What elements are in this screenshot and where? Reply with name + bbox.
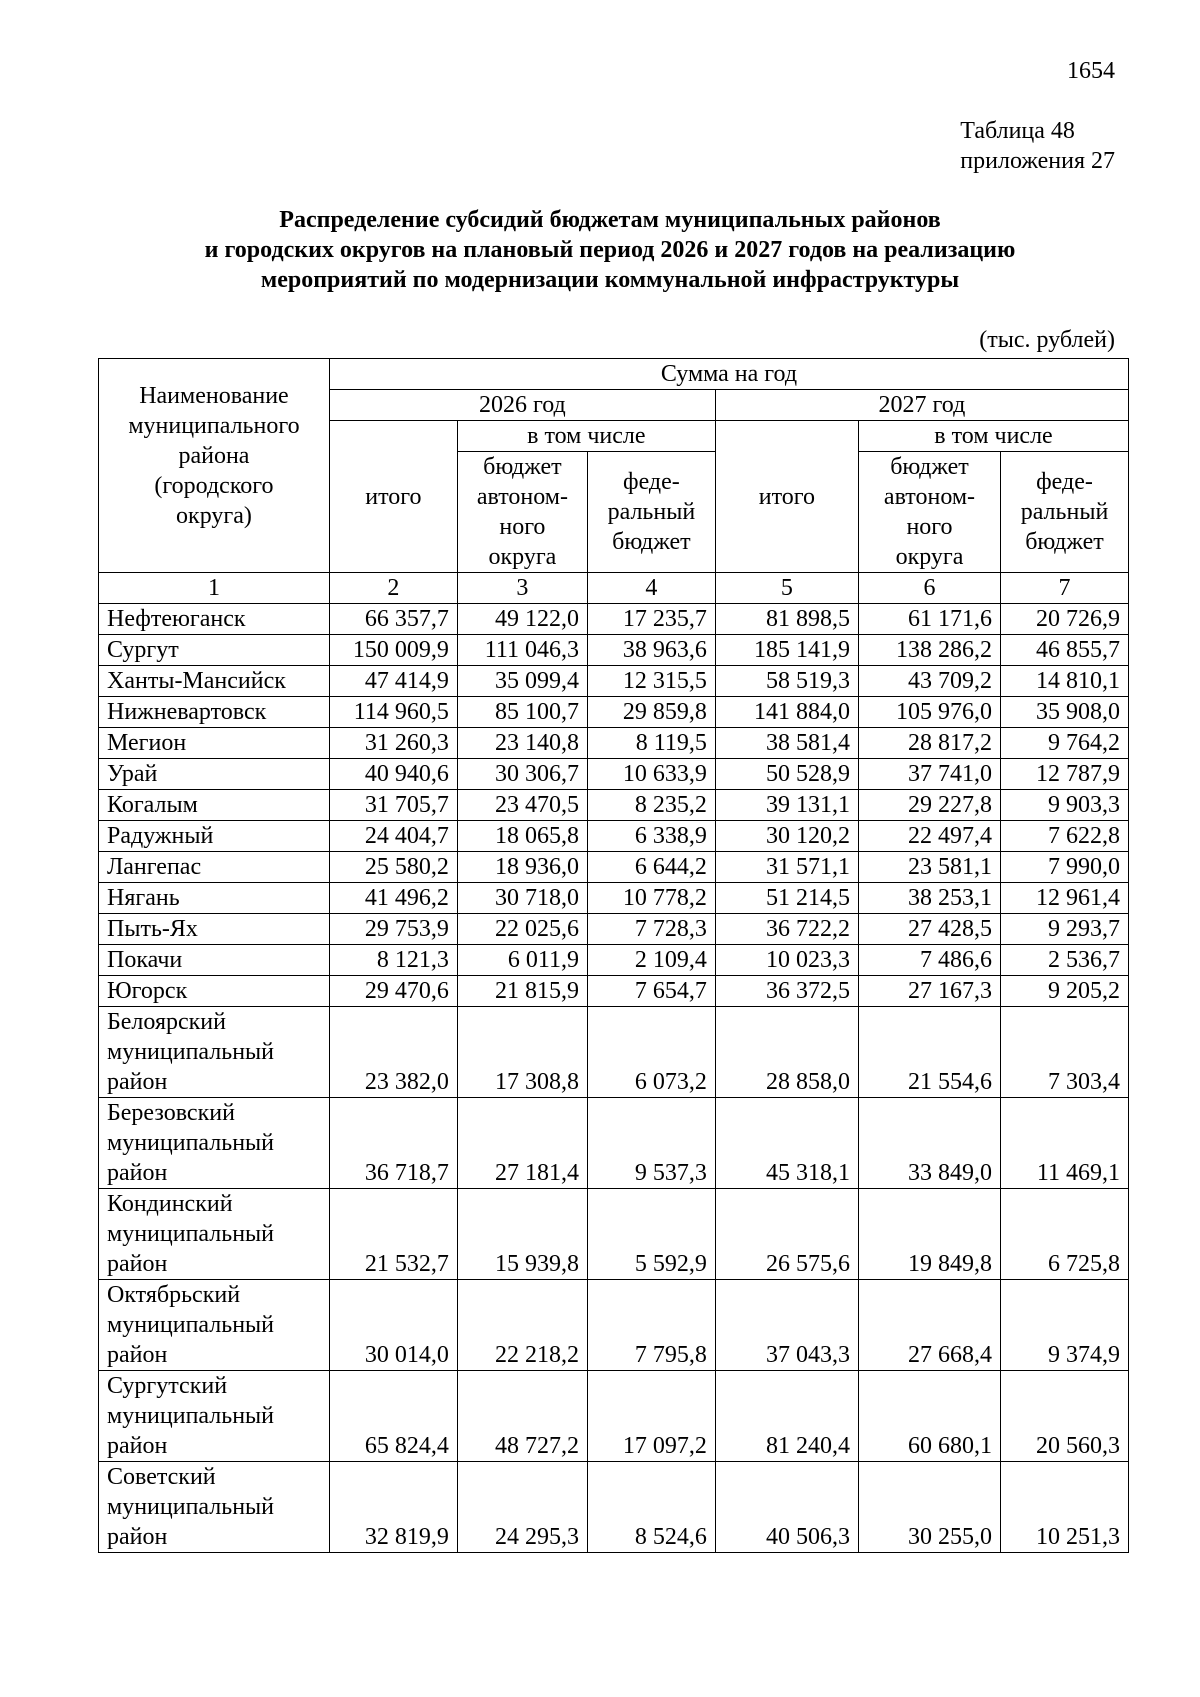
value-cell: 21 815,9 [457,976,587,1007]
table-row [99,914,1129,945]
value-cell: 5 592,9 [587,1189,715,1280]
value-cell: 46 855,7 [1001,635,1129,666]
value-cell: 49 122,0 [457,604,587,635]
table-row [99,883,1129,914]
table-row [99,790,1129,821]
value-cell: 29 227,8 [858,790,1000,821]
value-cell: 40 940,6 [329,759,457,790]
value-cell: 33 849,0 [858,1098,1000,1189]
value-cell: 17 308,8 [457,1007,587,1098]
value-cell: 7 654,7 [587,976,715,1007]
value-cell: 30 306,7 [457,759,587,790]
value-cell: 29 470,6 [329,976,457,1007]
district-name: Белоярский муниципальный район [99,1007,330,1098]
value-cell: 30 718,0 [457,883,587,914]
value-cell: 22 218,2 [457,1280,587,1371]
value-cell: 6 725,8 [1001,1189,1129,1280]
title-line: и городских округов на плановый период 2026 и 2027 годов на реализацию [204,237,1016,263]
value-cell: 30 014,0 [329,1280,457,1371]
value-cell: 38 963,6 [587,635,715,666]
value-cell: 36 722,2 [715,914,858,945]
value-cell: 9 293,7 [1001,914,1129,945]
value-cell: 10 633,9 [587,759,715,790]
value-cell: 185 141,9 [715,635,858,666]
column-number: 6 [858,573,1000,604]
column-number: 1 [99,573,330,604]
value-cell: 12 787,9 [1001,759,1129,790]
value-cell: 20 726,9 [1001,604,1129,635]
value-cell: 66 357,7 [329,604,457,635]
district-name: Советский муниципальный район [99,1462,330,1553]
value-cell: 18 936,0 [457,852,587,883]
value-cell: 27 428,5 [858,914,1000,945]
table-row [99,852,1129,883]
value-cell: 111 046,3 [457,635,587,666]
value-cell: 8 119,5 [587,728,715,759]
table-row [99,1189,1129,1280]
value-cell: 36 718,7 [329,1098,457,1189]
value-cell: 37 043,3 [715,1280,858,1371]
header-federal-budget-2027: феде- ральный бюджет [1001,452,1129,573]
value-cell: 141 884,0 [715,697,858,728]
value-cell: 27 167,3 [858,976,1000,1007]
header-including-2026: в том числе [457,421,715,452]
value-cell: 8 524,6 [587,1462,715,1553]
value-cell: 7 486,6 [858,945,1000,976]
page-number: 1654 [1067,58,1115,84]
district-name: Когалым [99,790,330,821]
header-federal-budget-2026: феде- ральный бюджет [587,452,715,573]
value-cell: 22 497,4 [858,821,1000,852]
column-number-row [99,573,1129,604]
header-year-2026: 2026 год [329,390,715,421]
table-row [99,821,1129,852]
value-cell: 45 318,1 [715,1098,858,1189]
table-row [99,976,1129,1007]
value-cell: 17 097,2 [587,1371,715,1462]
column-number: 4 [587,573,715,604]
value-cell: 28 817,2 [858,728,1000,759]
table-row [99,635,1129,666]
district-name: Лангепас [99,852,330,883]
district-name: Мегион [99,728,330,759]
value-cell: 35 099,4 [457,666,587,697]
subsidy-table [98,358,1129,1553]
district-name: Урай [99,759,330,790]
value-cell: 81 240,4 [715,1371,858,1462]
value-cell: 14 810,1 [1001,666,1129,697]
value-cell: 22 025,6 [457,914,587,945]
value-cell: 6 073,2 [587,1007,715,1098]
value-cell: 6 644,2 [587,852,715,883]
header-year-2027: 2027 год [715,390,1128,421]
value-cell: 61 171,6 [858,604,1000,635]
value-cell: 65 824,4 [329,1371,457,1462]
value-cell: 7 303,4 [1001,1007,1129,1098]
value-cell: 15 939,8 [457,1189,587,1280]
value-cell: 23 140,8 [457,728,587,759]
value-cell: 27 668,4 [858,1280,1000,1371]
value-cell: 7 795,8 [587,1280,715,1371]
column-number: 7 [1001,573,1129,604]
district-name: Нефтеюганск [99,604,330,635]
value-cell: 32 819,9 [329,1462,457,1553]
district-name: Кондинский муниципальный район [99,1189,330,1280]
value-cell: 29 753,9 [329,914,457,945]
table-row [99,728,1129,759]
header-including-2027: в том числе [858,421,1128,452]
table-row [99,1280,1129,1371]
value-cell: 37 741,0 [858,759,1000,790]
table-reference [960,116,1115,176]
value-cell: 50 528,9 [715,759,858,790]
value-cell: 7 728,3 [587,914,715,945]
value-cell: 58 519,3 [715,666,858,697]
value-cell: 9 903,3 [1001,790,1129,821]
value-cell: 2 536,7 [1001,945,1129,976]
document-title [120,205,1100,295]
value-cell: 38 581,4 [715,728,858,759]
value-cell: 8 121,3 [329,945,457,976]
header-okrug-budget-2026: бюджет автоном- ного округа [457,452,587,573]
value-cell: 23 382,0 [329,1007,457,1098]
district-name: Покачи [99,945,330,976]
value-cell: 105 976,0 [858,697,1000,728]
value-cell: 39 131,1 [715,790,858,821]
value-cell: 38 253,1 [858,883,1000,914]
value-cell: 47 414,9 [329,666,457,697]
district-name: Нижневартовск [99,697,330,728]
value-cell: 11 469,1 [1001,1098,1129,1189]
table-row [99,1462,1129,1553]
value-cell: 30 120,2 [715,821,858,852]
value-cell: 6 011,9 [457,945,587,976]
value-cell: 24 295,3 [457,1462,587,1553]
column-number: 2 [329,573,457,604]
district-name: Сургут [99,635,330,666]
value-cell: 31 705,7 [329,790,457,821]
header-okrug-budget-2027: бюджет автоном- ного округа [858,452,1000,573]
value-cell: 24 404,7 [329,821,457,852]
value-cell: 36 372,5 [715,976,858,1007]
value-cell: 20 560,3 [1001,1371,1129,1462]
value-cell: 60 680,1 [858,1371,1000,1462]
header-name: Наименование муниципального района (городского округа) [99,359,330,573]
table-row [99,604,1129,635]
value-cell: 81 898,5 [715,604,858,635]
unit-label: (тыс. рублей) [979,327,1115,353]
value-cell: 114 960,5 [329,697,457,728]
district-name: Нягань [99,883,330,914]
value-cell: 21 532,7 [329,1189,457,1280]
value-cell: 10 251,3 [1001,1462,1129,1553]
value-cell: 51 214,5 [715,883,858,914]
value-cell: 25 580,2 [329,852,457,883]
district-name: Октябрьский муниципальный район [99,1280,330,1371]
header-sum: Сумма на год [329,359,1128,390]
value-cell: 12 961,4 [1001,883,1129,914]
column-number: 3 [457,573,587,604]
value-cell: 43 709,2 [858,666,1000,697]
district-name: Югорск [99,976,330,1007]
value-cell: 29 859,8 [587,697,715,728]
value-cell: 8 235,2 [587,790,715,821]
table-row [99,1007,1129,1098]
value-cell: 31 260,3 [329,728,457,759]
header-total-2026: итого [329,421,457,573]
table-row [99,945,1129,976]
value-cell: 48 727,2 [457,1371,587,1462]
value-cell: 2 109,4 [587,945,715,976]
value-cell: 40 506,3 [715,1462,858,1553]
value-cell: 28 858,0 [715,1007,858,1098]
value-cell: 35 908,0 [1001,697,1129,728]
district-name: Радужный [99,821,330,852]
column-number: 5 [715,573,858,604]
title-line: мероприятий по модернизации коммунальной инфраструктуры [260,267,960,293]
value-cell: 26 575,6 [715,1189,858,1280]
table-reference-line: Таблица 48 [960,118,1075,144]
value-cell: 9 537,3 [587,1098,715,1189]
table-row [99,697,1129,728]
value-cell: 30 255,0 [858,1462,1000,1553]
value-cell: 9 205,2 [1001,976,1129,1007]
value-cell: 6 338,9 [587,821,715,852]
district-name: Сургутский муниципальный район [99,1371,330,1462]
value-cell: 23 470,5 [457,790,587,821]
table-row [99,1371,1129,1462]
district-name: Пыть-Ях [99,914,330,945]
header-total-2027: итого [715,421,858,573]
value-cell: 85 100,7 [457,697,587,728]
table-body [99,604,1129,1553]
table-row [99,666,1129,697]
value-cell: 10 023,3 [715,945,858,976]
district-name: Березовский муниципальный район [99,1098,330,1189]
value-cell: 12 315,5 [587,666,715,697]
value-cell: 150 009,9 [329,635,457,666]
value-cell: 27 181,4 [457,1098,587,1189]
value-cell: 31 571,1 [715,852,858,883]
value-cell: 7 622,8 [1001,821,1129,852]
value-cell: 138 286,2 [858,635,1000,666]
value-cell: 41 496,2 [329,883,457,914]
value-cell: 18 065,8 [457,821,587,852]
table-row [99,759,1129,790]
value-cell: 21 554,6 [858,1007,1000,1098]
title-line: Распределение субсидий бюджетам муниципальных районов [279,207,941,233]
value-cell: 19 849,8 [858,1189,1000,1280]
table-reference-line: приложения 27 [960,148,1115,174]
value-cell: 10 778,2 [587,883,715,914]
value-cell: 23 581,1 [858,852,1000,883]
value-cell: 7 990,0 [1001,852,1129,883]
value-cell: 17 235,7 [587,604,715,635]
table-row [99,1098,1129,1189]
district-name: Ханты-Мансийск [99,666,330,697]
value-cell: 9 374,9 [1001,1280,1129,1371]
value-cell: 9 764,2 [1001,728,1129,759]
